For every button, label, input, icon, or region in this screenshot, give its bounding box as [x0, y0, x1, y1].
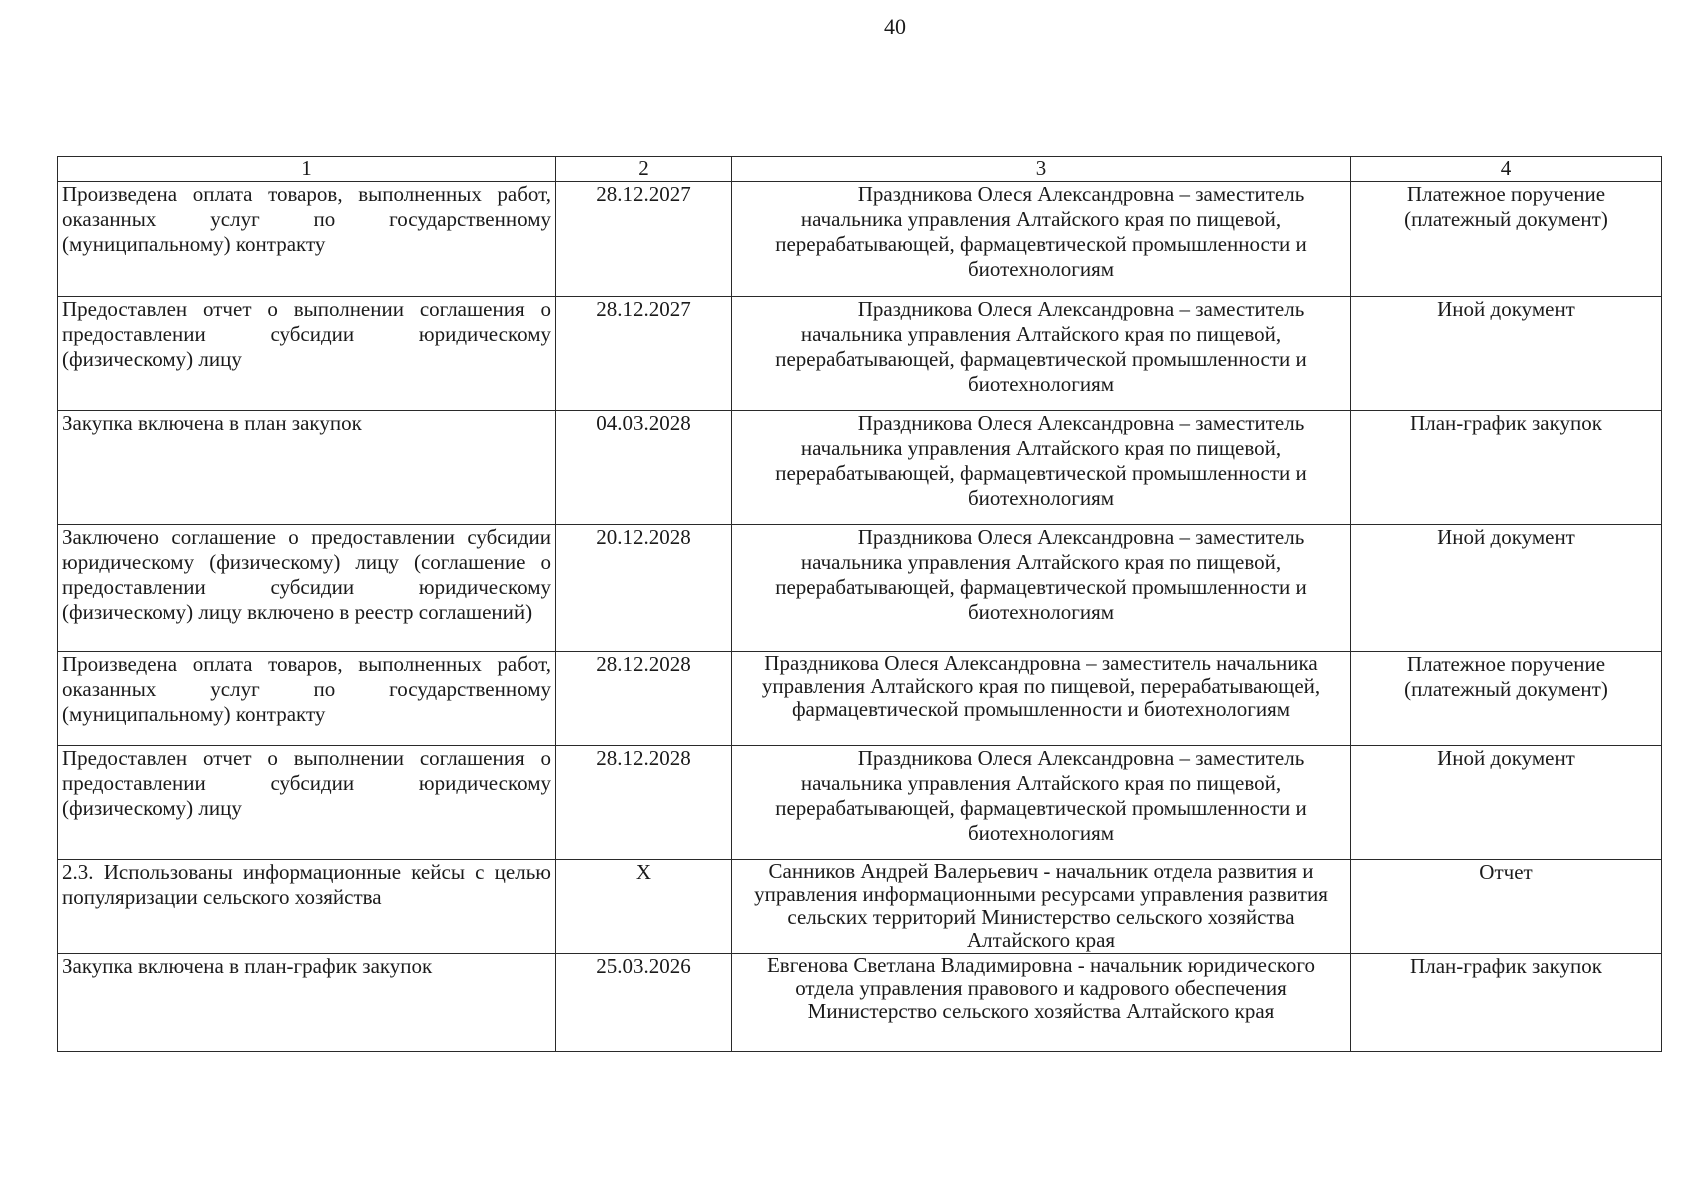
responsible-cell: Праздникова Олеся Александровна – заместитель начальника управления Алтайского края по пищевой, перерабатывающей, фармацевтической промышленности и биотехнологиям	[732, 182, 1351, 297]
date-cell: 28.12.2027	[556, 297, 732, 411]
table-row	[58, 525, 1662, 652]
responsible-cell: Санников Андрей Валерьевич - начальник отдела развития и управления информационными ресурсами управления развития сельских территорий Министерство сельского хозяйства Алтайского края	[732, 860, 1351, 954]
event-cell: Закупка включена в план закупок	[58, 411, 556, 525]
document-cell: План-график закупок	[1351, 411, 1662, 525]
document-cell: Отчет	[1351, 860, 1662, 954]
responsible-cell: Евгенова Светлана Владимировна - начальник юридического отдела управления правового и кадрового обеспечения Министерство сельского хозяйства Алтайского края	[732, 954, 1351, 1052]
date-cell: 20.12.2028	[556, 525, 732, 652]
date-cell: 25.03.2026	[556, 954, 732, 1052]
date-cell: X	[556, 860, 732, 954]
table-row	[58, 411, 1662, 525]
document-cell: Платежное поручение (платежный документ)	[1351, 652, 1662, 746]
document-cell: Платежное поручение (платежный документ)	[1351, 182, 1662, 297]
event-cell: Произведена оплата товаров, выполненных работ, оказанных услуг по государственному (муниципальному) контракту	[58, 182, 556, 297]
document-cell: Иной документ	[1351, 297, 1662, 411]
table-row	[58, 182, 1662, 297]
table-row	[58, 746, 1662, 860]
responsible-cell: Праздникова Олеся Александровна – заместитель начальника управления Алтайского края по пищевой, перерабатывающей, фармацевтической промышленности и биотехнологиям	[732, 652, 1351, 746]
table-row	[58, 652, 1662, 746]
column-header: 4	[1351, 157, 1662, 182]
event-cell: 2.3. Использованы информационные кейсы с целью популяризации сельского хозяйства	[58, 860, 556, 954]
column-header: 3	[732, 157, 1351, 182]
plan-table	[57, 156, 1662, 1052]
table-row	[58, 954, 1662, 1052]
responsible-cell: Праздникова Олеся Александровна – заместитель начальника управления Алтайского края по пищевой, перерабатывающей, фармацевтической промышленности и биотехнологиям	[732, 297, 1351, 411]
event-cell: Произведена оплата товаров, выполненных работ, оказанных услуг по государственному (муниципальному) контракту	[58, 652, 556, 746]
event-cell: Предоставлен отчет о выполнении соглашения о предоставлении субсидии юридическому (физическому) лицу	[58, 297, 556, 411]
event-cell: Предоставлен отчет о выполнении соглашения о предоставлении субсидии юридическому (физическому) лицу	[58, 746, 556, 860]
document-cell: Иной документ	[1351, 525, 1662, 652]
table-row	[58, 860, 1662, 954]
document-cell: План-график закупок	[1351, 954, 1662, 1052]
responsible-cell: Праздникова Олеся Александровна – заместитель начальника управления Алтайского края по пищевой, перерабатывающей, фармацевтической промышленности и биотехнологиям	[732, 746, 1351, 860]
date-cell: 28.12.2027	[556, 182, 732, 297]
event-cell: Заключено соглашение о предоставлении субсидии юридическому (физическому) лицу (соглашение о предоставлении субсидии юридическому (физическому) лицу включено в реестр соглашений)	[58, 525, 556, 652]
date-cell: 28.12.2028	[556, 652, 732, 746]
date-cell: 04.03.2028	[556, 411, 732, 525]
responsible-cell: Праздникова Олеся Александровна – заместитель начальника управления Алтайского края по пищевой, перерабатывающей, фармацевтической промышленности и биотехнологиям	[732, 525, 1351, 652]
date-cell: 28.12.2028	[556, 746, 732, 860]
column-header: 1	[58, 157, 556, 182]
header-row	[58, 157, 1662, 182]
responsible-cell: Праздникова Олеся Александровна – заместитель начальника управления Алтайского края по пищевой, перерабатывающей, фармацевтической промышленности и биотехнологиям	[732, 411, 1351, 525]
event-cell: Закупка включена в план-график закупок	[58, 954, 556, 1052]
table-row	[58, 297, 1662, 411]
document-cell: Иной документ	[1351, 746, 1662, 860]
page-number: 40	[884, 14, 906, 39]
column-header: 2	[556, 157, 732, 182]
